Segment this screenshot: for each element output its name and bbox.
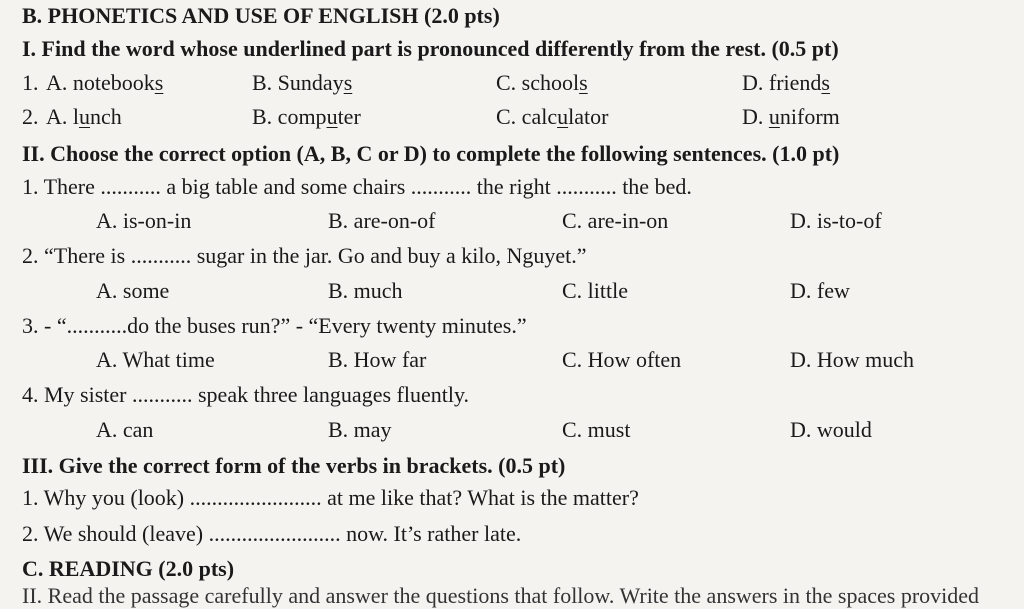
option-text: nch [90,104,122,129]
cut-off-text: II. Read the passage carefully and answer the questions that follow. Write the answers in the spaces provided [22,583,980,608]
option-text: C. school [496,70,580,95]
option-text: niform [779,104,840,129]
option-text: A. notebook [46,70,155,95]
option-text: lator [568,104,609,129]
part2-q2-option-b: B. much [328,278,403,303]
part2-q1-option-b: B. are-on-of [328,208,436,233]
option-text: D. friend [742,70,822,95]
option-text: B. comp [252,104,327,129]
option-text: A. l [46,104,79,129]
part1-q1-option-b [252,70,352,96]
underlined-part: s [821,70,830,95]
part2-q2-option-c: C. little [562,278,628,303]
part1-q2-option-a [46,104,122,130]
section-c-title: C. READING (2.0 pts) [22,556,235,581]
part2-q1-option-c: C. are-in-on [562,208,669,233]
part2-q2-option-a: A. some [96,278,170,303]
part1-q2-option-d [742,104,840,130]
option-text: D. [742,104,769,129]
part2-q3-option-d: D. How much [790,347,915,372]
part2-q4-option-b: B. may [328,417,392,442]
underlined-part: u [326,104,338,129]
part2-q1-stem: 1. There ........... a big table and some chairs ........... the right ........... the bed. [22,174,692,199]
part1-q2-option-b [252,104,361,130]
part1-q1-option-a [46,70,163,96]
part2-q1-option-a: A. is-on-in [96,208,192,233]
part2-title: II. Choose the correct option (A, B, C or D) to complete the following sentences. (1.0 pt) [22,141,840,166]
part3-q1: 1. Why you (look) ........................ at me like that? What is the matter? [22,485,639,510]
underlined-part: u [79,104,90,129]
part1-q2-option-c [496,104,608,130]
part2-q4-stem: 4. My sister ........... speak three languages fluently. [22,382,470,407]
part2-q2-option-d: D. few [790,278,850,303]
part1-q2-number: 2. [22,104,39,129]
section-b-title: B. PHONETICS AND USE OF ENGLISH (2.0 pts) [22,3,500,28]
part2-q3-option-a: A. What time [96,347,215,372]
part3-q2: 2. We should (leave) ........................ now. It’s rather late. [22,521,522,546]
option-text: ter [337,104,361,129]
underlined-part: u [768,104,780,129]
part2-q3-option-c: C. How often [562,347,682,372]
cut-off-text-line [0,583,1024,608]
part1-q1-number: 1. [22,70,39,95]
option-text: C. calc [496,104,558,129]
part2-q1-option-d: D. is-to-of [790,208,882,233]
part1-q1-option-c [496,70,588,96]
underlined-part: s [343,70,353,95]
underlined-part: u [557,104,569,129]
option-text: B. Sunday [252,70,344,95]
part2-q3-stem: 3. - “...........do the buses run?” - “Every twenty minutes.” [22,313,527,338]
part2-q4-option-a: A. can [96,417,154,442]
part2-q2-stem: 2. “There is ........... sugar in the jar. Go and buy a kilo, Nguyet.” [22,243,587,268]
part2-q4-option-c: C. must [562,417,631,442]
part1-q1-option-d [742,70,830,96]
underlined-part: s [579,70,588,95]
part3-title: III. Give the correct form of the verbs in brackets. (0.5 pt) [22,453,566,478]
part2-q4-option-d: D. would [790,417,872,442]
part2-q3-option-b: B. How far [328,347,427,372]
part1-title: I. Find the word whose underlined part is pronounced differently from the rest. (0.5 pt) [22,36,839,61]
underlined-part: s [154,70,164,95]
